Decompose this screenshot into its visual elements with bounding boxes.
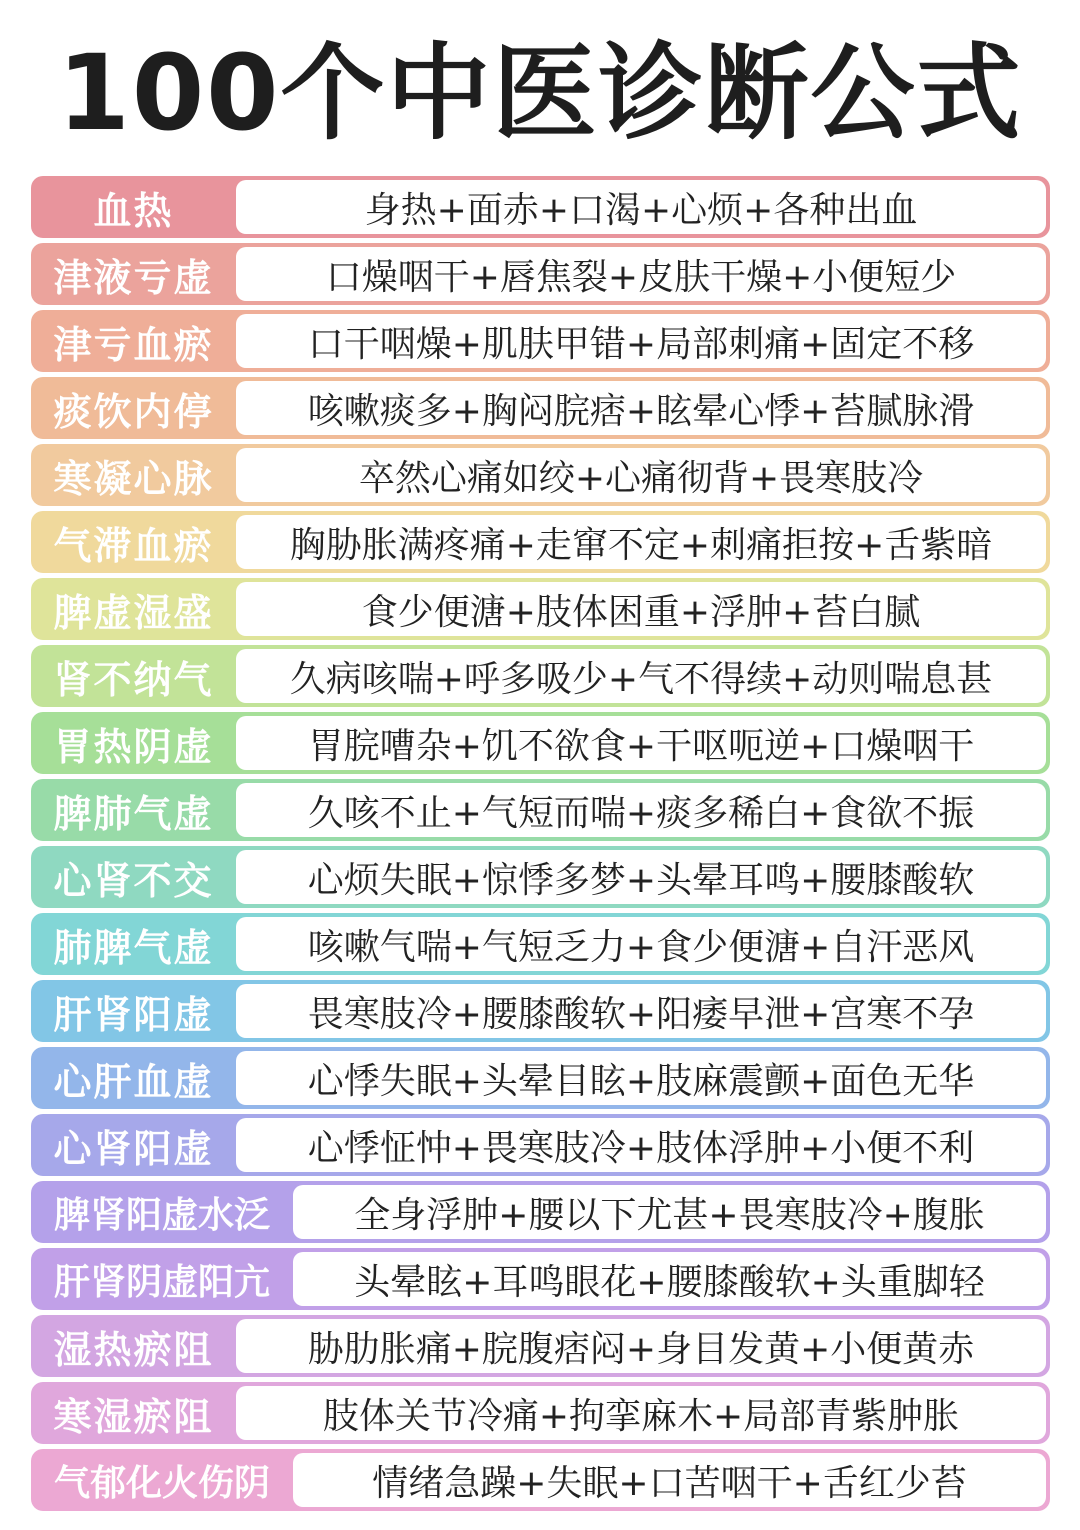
diagnosis-formula: 咳嗽气喘+气短乏力+食少便溏+自汗恶风 — [236, 917, 1046, 971]
formula-row — [31, 1114, 1050, 1176]
diagnosis-name: 痰饮内停 — [53, 389, 214, 434]
formula-row — [31, 578, 1050, 640]
diagnosis-name: 血热 — [93, 188, 174, 233]
diagnosis-formula: 畏寒肢冷+腰膝酸软+阳痿早泄+宫寒不孕 — [236, 984, 1046, 1038]
formula-row — [31, 779, 1050, 841]
formula-list — [31, 176, 1050, 1516]
diagnosis-name: 寒湿瘀阻 — [53, 1394, 214, 1439]
diagnosis-formula: 情绪急躁+失眠+口苦咽干+舌红少苔 — [293, 1453, 1046, 1507]
diagnosis-name: 脾虚湿盛 — [53, 590, 214, 635]
diagnosis-name: 心肾阳虚 — [53, 1126, 214, 1171]
formula-row — [31, 1315, 1050, 1377]
formula-row — [31, 1248, 1050, 1310]
diagnosis-name: 心肝血虚 — [53, 1059, 214, 1104]
diagnosis-formula: 心悸失眠+头晕目眩+肢麻震颤+面色无华 — [236, 1051, 1046, 1105]
formula-row — [31, 176, 1050, 238]
formula-row — [31, 1047, 1050, 1109]
diagnosis-formula: 口干咽燥+肌肤甲错+局部刺痛+固定不移 — [236, 314, 1046, 368]
formula-row — [31, 377, 1050, 439]
formula-row — [31, 310, 1050, 372]
diagnosis-formula: 心悸怔忡+畏寒肢冷+肢体浮肿+小便不利 — [236, 1118, 1046, 1172]
formula-row — [31, 645, 1050, 707]
formula-row — [31, 913, 1050, 975]
diagnosis-name: 肺脾气虚 — [53, 925, 214, 970]
diagnosis-formula: 身热+面赤+口渴+心烦+各种出血 — [236, 180, 1046, 234]
diagnosis-formula: 卒然心痛如绞+心痛彻背+畏寒肢冷 — [236, 448, 1046, 502]
formula-row — [31, 511, 1050, 573]
diagnosis-name: 肾不纳气 — [53, 657, 214, 702]
formula-row — [31, 243, 1050, 305]
diagnosis-formula: 肢体关节冷痛+拘挛麻木+局部青紫肿胀 — [236, 1386, 1046, 1440]
diagnosis-formula: 咳嗽痰多+胸闷脘痞+眩晕心悸+苔腻脉滑 — [236, 381, 1046, 435]
diagnosis-formula: 食少便溏+肢体困重+浮肿+苔白腻 — [236, 582, 1046, 636]
diagnosis-formula: 胃脘嘈杂+饥不欲食+干呕呃逆+口燥咽干 — [236, 716, 1046, 770]
diagnosis-name: 胃热阴虚 — [53, 724, 214, 769]
diagnosis-formula: 心烦失眠+惊悸多梦+头晕耳鸣+腰膝酸软 — [236, 850, 1046, 904]
diagnosis-name: 津亏血瘀 — [53, 322, 214, 367]
diagnosis-formula: 胸胁胀满疼痛+走窜不定+刺痛拒按+舌紫暗 — [236, 515, 1046, 569]
formula-row — [31, 1382, 1050, 1444]
diagnosis-name: 肝肾阴虚阳亢 — [53, 1261, 270, 1303]
diagnosis-name: 心肾不交 — [53, 858, 214, 903]
diagnosis-name: 气滞血瘀 — [53, 523, 214, 568]
formula-row — [31, 980, 1050, 1042]
formula-row — [31, 712, 1050, 774]
diagnosis-formula: 久咳不止+气短而喘+痰多稀白+食欲不振 — [236, 783, 1046, 837]
formula-row — [31, 846, 1050, 908]
diagnosis-formula: 久病咳喘+呼多吸少+气不得续+动则喘息甚 — [236, 649, 1046, 703]
formula-row — [31, 1449, 1050, 1511]
diagnosis-name: 津液亏虚 — [53, 255, 214, 300]
diagnosis-name: 寒凝心脉 — [53, 456, 214, 501]
diagnosis-formula: 胁肋胀痛+脘腹痞闷+身目发黄+小便黄赤 — [236, 1319, 1046, 1373]
page-title: 100个中医诊断公式 — [57, 32, 1023, 154]
diagnosis-name: 脾肾阳虚水泛 — [53, 1194, 270, 1236]
formula-row — [31, 1181, 1050, 1243]
diagnosis-formula: 头晕眩+耳鸣眼花+腰膝酸软+头重脚轻 — [293, 1252, 1046, 1306]
diagnosis-formula: 全身浮肿+腰以下尤甚+畏寒肢冷+腹胀 — [293, 1185, 1046, 1239]
diagnosis-formula: 口燥咽干+唇焦裂+皮肤干燥+小便短少 — [236, 247, 1046, 301]
diagnosis-name: 气郁化火伤阴 — [53, 1462, 270, 1504]
formula-row — [31, 444, 1050, 506]
diagnosis-name: 脾肺气虚 — [53, 791, 214, 836]
diagnosis-name: 湿热瘀阻 — [53, 1327, 214, 1372]
diagnosis-name: 肝肾阳虚 — [53, 992, 214, 1037]
